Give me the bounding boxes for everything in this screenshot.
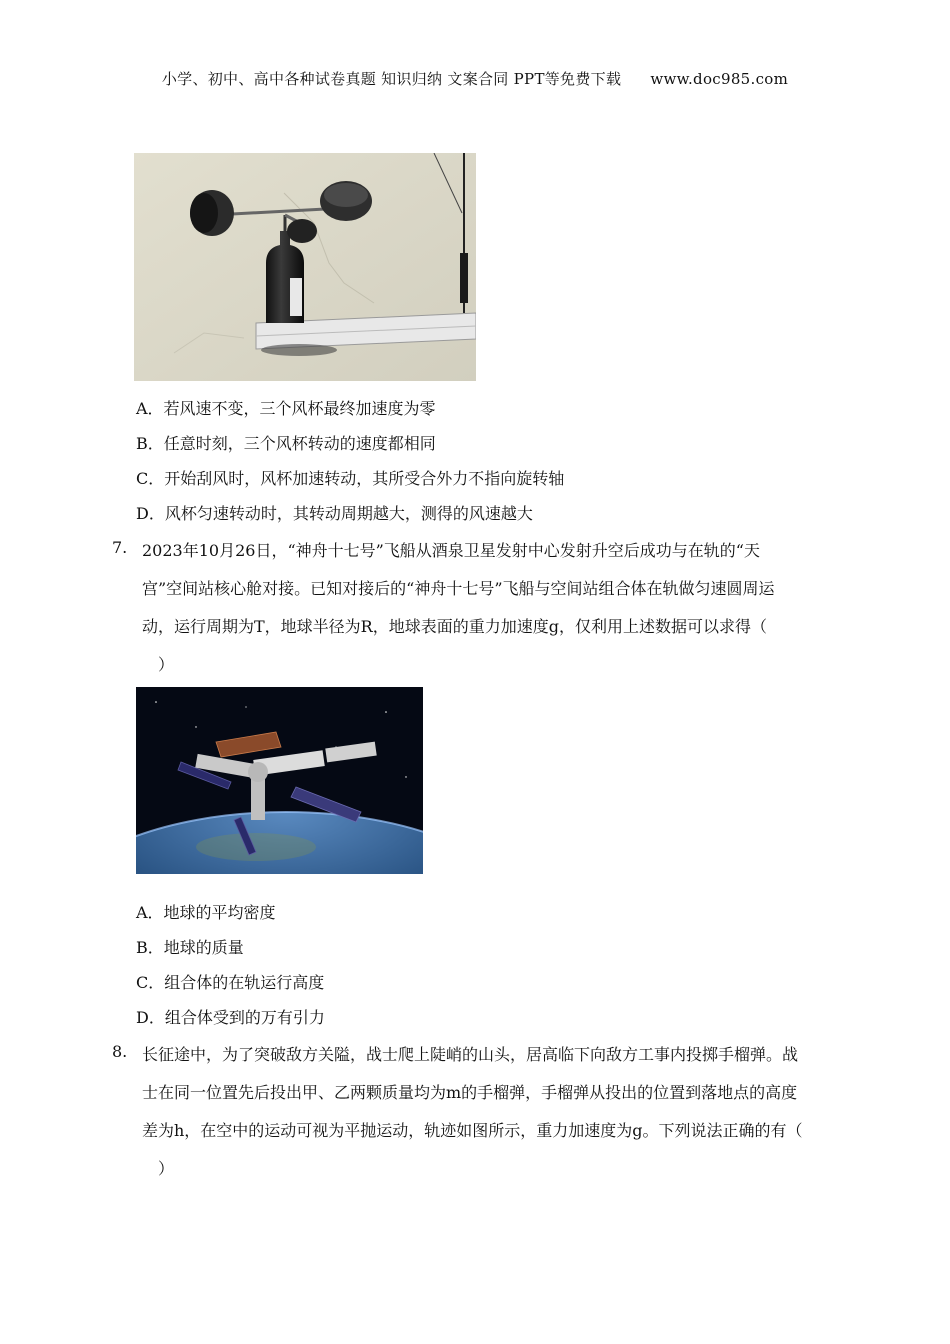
q6-option-d: D．风杯匀速转动时，其转动周期越大，测得的风速越大 (136, 504, 533, 523)
page-header (0, 68, 950, 89)
q7-option-c: C．组合体的在轨运行高度 (136, 973, 325, 992)
q7-option-a: A．地球的平均密度 (136, 903, 276, 922)
q7-option-d: D．组合体受到的万有引力 (136, 1008, 325, 1027)
q7-line-4: ） (158, 655, 175, 674)
q8-line-3: 差为h，在空中的运动可视为平抛运动，轨迹如图所示，重力加速度为g。下列说法正确的有（ (142, 1121, 803, 1140)
space-station-photo (136, 687, 423, 874)
q8-line-2: 士在同一位置先后投出甲、乙两颗质量均为m的手榴弹，手榴弹从投出的位置到落地点的高度 (142, 1083, 798, 1102)
anemometer-photo (134, 153, 476, 381)
header-site: www.doc985.com (650, 70, 789, 88)
q7-option-b: B．地球的质量 (136, 938, 244, 957)
q7-line-3: 动，运行周期为T，地球半径为R，地球表面的重力加速度g，仅利用上述数据可以求得（ (142, 617, 767, 636)
header-text: 小学、初中、高中各种试卷真题 知识归纳 文案合同 PPT等免费下载 (161, 70, 622, 88)
q8-number: 8. (112, 1042, 128, 1061)
q8-line-4: ） (158, 1159, 175, 1178)
q6-option-b: B．任意时刻，三个风杯转动的速度都相同 (136, 434, 436, 453)
q6-option-c: C．开始刮风时，风杯加速转动，其所受合外力不指向旋转轴 (136, 469, 565, 488)
q8-line-1: 长征途中，为了突破敌方关隘，战士爬上陡峭的山头，居高临下向敌方工事内投掷手榴弹。战 (142, 1045, 799, 1064)
q7-line-1: 2023年10月26日，“神舟十七号”飞船从酒泉卫星发射中心发射升空后成功与在轨的“天 (142, 541, 760, 560)
q7-line-2: 宫”空间站核心舱对接。已知对接后的“神舟十七号”飞船与空间站组合体在轨做匀速圆周运 (142, 579, 775, 598)
q7-number: 7. (112, 538, 128, 557)
q6-option-a: A．若风速不变，三个风杯最终加速度为零 (136, 399, 436, 418)
